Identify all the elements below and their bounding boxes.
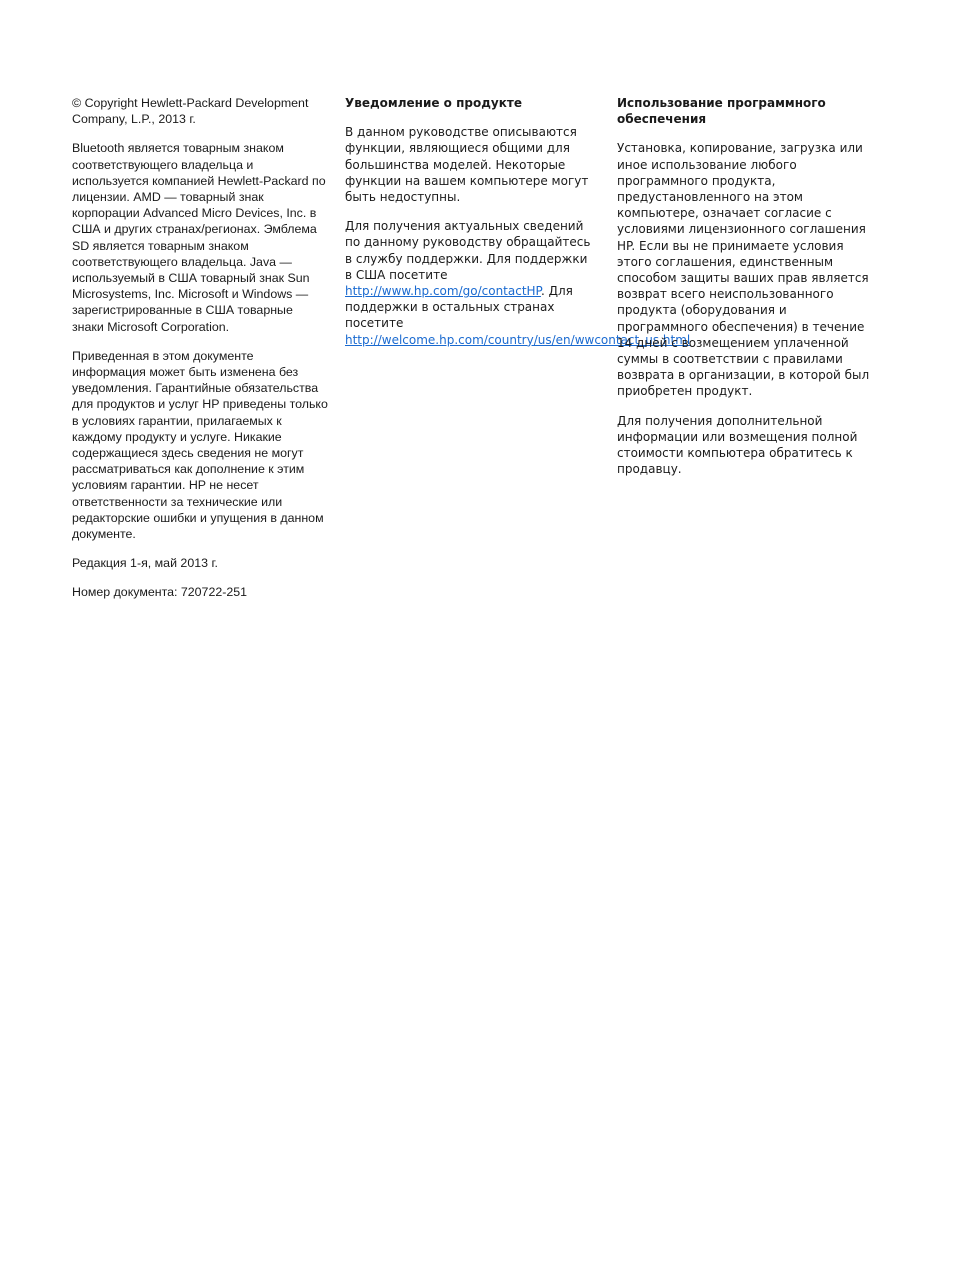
software-terms-text: Установка, копирование, загрузка или иное использование любого программного продукта, предустановленного на этом компьютере, означает согласие с условиями лицензионного соглашения HP. Если вы не принимаете условия этого соглашения, единственным способом защиты ваших прав является возврат всего неиспользованного продукта (оборудования и программного обеспечения) в течение 14 дней с возмещением уплаченной суммы в соответствии с правилами возврата в организации, в которой был приобретен продукт. — [617, 141, 870, 399]
support-paragraph — [345, 218, 691, 348]
trademarks-text: Bluetooth является товарным знаком соответствующего владельца и используется компанией Hewlett-Packard по лицензии. AMD — товарный знак корпорации Advanced Micro Devices, Inc. в США и других странах/регионах. Эмблема SD является товарным знаком соответствующего владельца. Java — используемый в США товарный знак Sun Microsystems, Inc. Microsoft и Windows — зарегистрированные в США товарные знаки Microsoft Corporation. — [72, 141, 326, 334]
support-text-start: Для получения актуальных сведений по данному руководству обращайтесь в службу поддержки. Для поддержки в США посетите — [345, 219, 591, 282]
product-notice-heading: Уведомление о продукте — [345, 96, 522, 110]
product-notice-column — [345, 95, 691, 361]
support-text-middle: . Для поддержки в остальных странах посетите — [345, 284, 573, 331]
support-link-worldwide[interactable]: http://welcome.hp.com/country/us/en/wwcontact_us.html — [345, 332, 691, 347]
support-link-us[interactable]: http://www.hp.com/go/contactHP — [345, 284, 541, 299]
legal-column — [72, 95, 328, 614]
edition-text: Редакция 1-я, май 2013 г. — [72, 556, 218, 571]
copyright-text: © Copyright Hewlett-Packard Development Company, L.P., 2013 г. — [72, 96, 309, 127]
software-terms-column — [617, 95, 879, 490]
refund-text: Для получения дополнительной информации или возмещения полной стоимости компьютера обратитесь к продавцу. — [617, 413, 858, 477]
disclaimer-text: Приведенная в этом документе информация может быть изменена без уведомления. Гарантийные обязательства для продуктов и услуг HP приведены только в условиях гарантии, прилагаемых к каждому продукту и услуге. Никакие содержащиеся здесь сведения не могут рассматриваться как дополнение к этим условиям гарантии. HP не несет ответственности за технические или редакторские ошибки и упущения в данном документе. — [72, 348, 328, 542]
software-terms-heading: Использование программного обеспечения — [617, 96, 826, 127]
product-notice-text: В данном руководстве описываются функции, являющиеся общими для большинства моделей. Некоторые функции на вашем компьютере могут быть недоступны. — [345, 125, 589, 205]
document-number: Номер документа: 720722-251 — [72, 585, 248, 600]
